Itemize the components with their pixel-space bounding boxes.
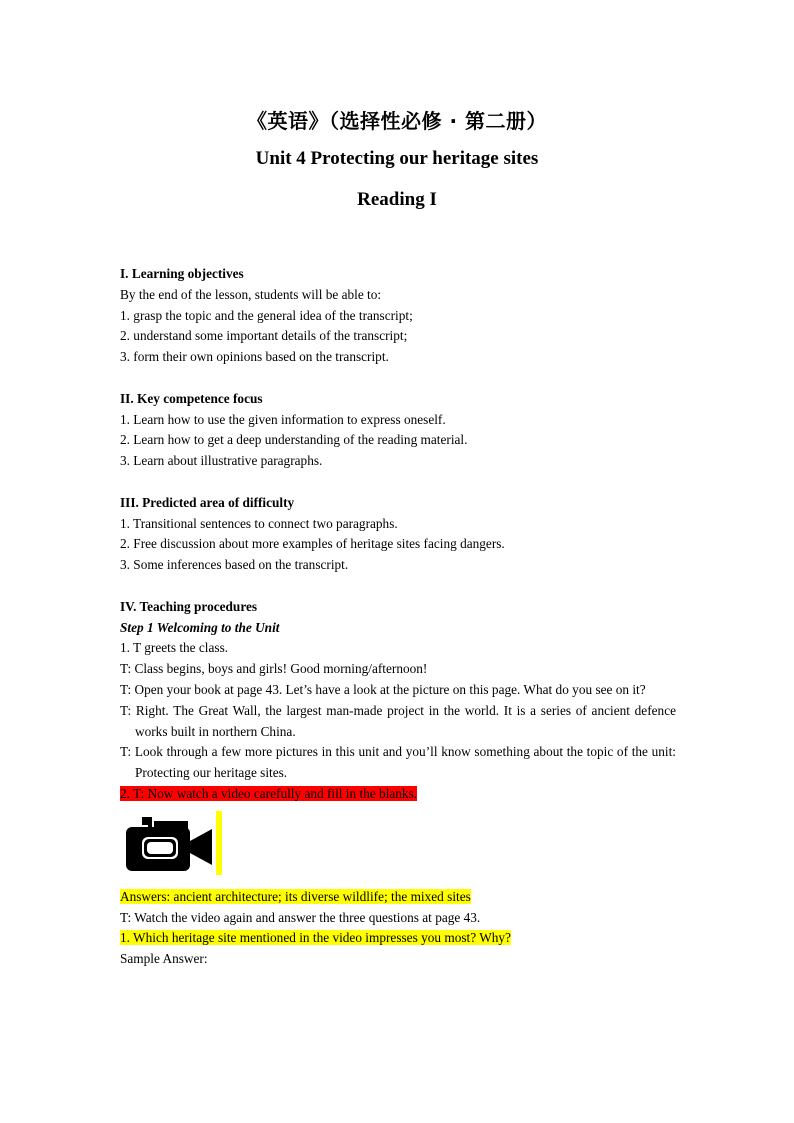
procedure-line: T: Class begins, boys and girls! Good morning/afternoon! [120, 661, 428, 677]
step-1-heading: Step 1 Welcoming to the Unit [120, 619, 280, 635]
procedure-line: T: Open your book at page 43. Let’s have a look at the picture on this page. What do you see on it? [120, 681, 646, 697]
objectives-intro: By the end of the lesson, students will be able to: [120, 286, 382, 302]
video-embed[interactable] [120, 811, 676, 881]
objective-item: 1. grasp the topic and the general idea of the transcript; [120, 307, 413, 323]
spacer [120, 368, 676, 389]
lesson-title: Reading I [357, 189, 437, 210]
watch-again-line: T: Watch the video again and answer the three questions at page 43. [120, 909, 481, 925]
spacer [120, 472, 676, 493]
sample-answer-label: Sample Answer: [120, 951, 208, 967]
section-heading-procedures: IV. Teaching procedures [120, 598, 258, 614]
document-title-cn: 《英语》（选择性必修 · 第二册） [246, 109, 548, 133]
spacer [120, 576, 676, 597]
video-camera-icon[interactable] [124, 815, 214, 875]
objective-item: 2. understand some important details of the transcript; [120, 328, 408, 344]
difficulty-item: 1. Transitional sentences to connect two paragraphs. [120, 515, 398, 531]
question-highlight: 1. Which heritage site mentioned in the video impresses you most? Why? [120, 930, 511, 946]
highlight-bar [216, 811, 222, 875]
document-body [120, 264, 676, 970]
difficulty-item: 2. Free discussion about more examples of heritage sites facing dangers. [120, 536, 505, 552]
answers-line [120, 887, 676, 908]
competence-item: 2. Learn how to get a deep understanding of the reading material. [120, 432, 468, 448]
section-heading-objectives: I. Learning objectives [120, 266, 244, 281]
procedure-line: T: Look through a few more pictures in this unit and you’ll know something about the topic of the unit: Protecting our heritage sites. [120, 744, 676, 781]
competence-item: 1. Learn how to use the given information to express oneself. [120, 411, 446, 427]
section-heading-competence: II. Key competence focus [120, 390, 263, 406]
video-task-line [120, 784, 676, 805]
procedure-line: T: Right. The Great Wall, the largest man-made project in the world. It is a series of ancient defence works built in northern China. [120, 702, 676, 739]
objective-item: 3. form their own opinions based on the transcript. [120, 349, 389, 365]
competence-item: 3. Learn about illustrative paragraphs. [120, 453, 323, 469]
question-line [120, 928, 676, 949]
section-heading-difficulty: III. Predicted area of difficulty [120, 494, 295, 510]
difficulty-item: 3. Some inferences based on the transcript. [120, 557, 349, 573]
unit-title: Unit 4 Protecting our heritage sites [255, 148, 539, 169]
procedure-line: 1. T greets the class. [120, 640, 229, 656]
answers-highlight: Answers: ancient architecture; its diverse wildlife; the mixed sites [120, 888, 471, 904]
video-task-highlight: 2. T: Now watch a video carefully and fill in the blanks. [120, 785, 418, 801]
